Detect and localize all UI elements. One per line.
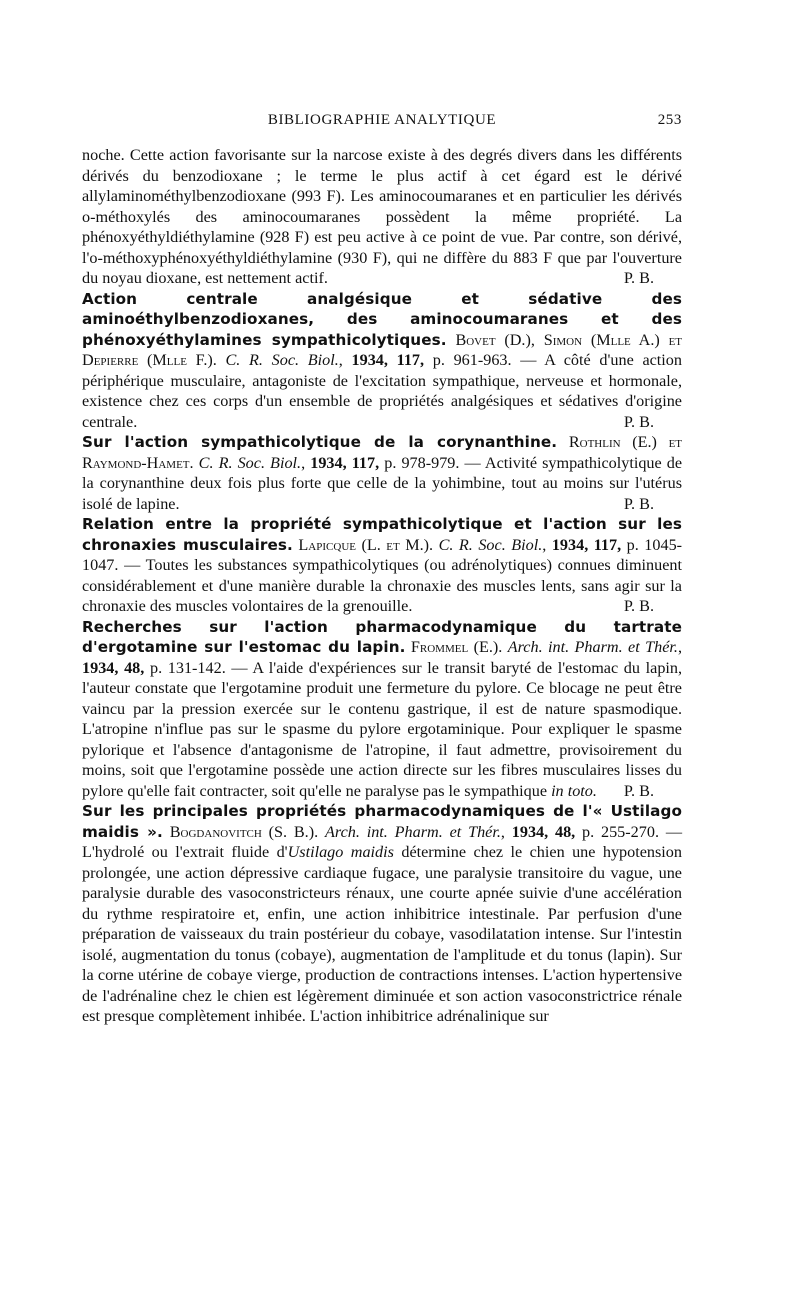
entry-journal: Arch. int. Pharm. et Thér.: [507, 638, 678, 656]
running-title: BIBLIOGRAPHIE ANALYTIQUE: [267, 112, 497, 128]
entry-title: Sur l'action sympathicolytique de la corynanthine.: [82, 433, 558, 451]
entry-continuation: [82, 145, 682, 289]
bibliography-entry: Recherches sur l'action pharmacodynamique du tartrate d'ergotamine sur l'estomac du lapin. Frommel (E.). Arch. int. Pharm. et Thér., 1934, 48, p. 131-142. — A l'aide d'expériences sur le transit baryté de l'estomac du lapin, l'auteur constate que l'ergotamine produit une fermeture du pylore. Ce blocage ne peut être vaincu par la pression exercée sur le contenu gastrique, il est de nature spasmodique. L'atropine n'influe pas sur le spasme du pylore ergotaminique. Pour expliquer le spasme pylorique et l'absence d'antagonisme de l'atropine, il faut admettre, provisoirement du moins, soit que l'ergotamine possède une action directe sur les fibres musculaires lisses du pylore qu'elle fait contracter, soit qu'elle ne paralyse pas le sympathique in toto. P. B.: [82, 617, 683, 800]
entry-volume: 1934, 48,: [82, 658, 145, 677]
entry-authors: Bogdanovitch (S. B.).: [169, 822, 319, 841]
bibliography-entry: Action centrale analgésique et sédative des aminoéthylbenzodioxanes, des aminocoumaranes et des phénoxyéthylamines sympathicolytiques. Bovet (D.), Simon (Mlle A.) et Depierre (Mlle F.). C. R. Soc. Biol., 1934, 117, p. 961-963. — A côté d'une action périphérique musculaire, antagoniste de l'excitation sympathique, nerveuse et hormonale, existence chez ces corps d'un ensemble de propriétés analgésiques et sédatives d'origine centrale. P. B.: [82, 289, 683, 431]
entry-journal: C. R. Soc. Biol.: [225, 351, 339, 369]
entry-journal: C. R. Soc. Biol.: [438, 535, 543, 554]
entry-pages: p. 131-142.: [149, 658, 226, 677]
entry-volume: 1934, 117,: [310, 453, 380, 472]
entry-body-italic: in toto.: [551, 781, 597, 800]
entry-pages: p. 1045-1047.: [82, 535, 683, 574]
bibliography-entry: Sur l'action sympathicolytique de la corynanthine. Rothlin (E.) et Raymond-Hamet. C. R. Soc. Biol., 1934, 117, p. 978-979. — Activité sympathicolytique de la corynanthine deux fois plus forte que celle de la yohimbine, tout au moins sur l'utérus isolé de lapine. P. B.: [82, 433, 683, 513]
entry-authors: Frommel (E.).: [410, 638, 503, 656]
entry-body: — A côté d'une action périphérique musculaire, antagoniste de l'excitation sympathique, nerveuse et hormonale, existence chez ces corps d'un ensemble de propriétés analgésiques et sédatives d'origine centrale.: [82, 351, 682, 431]
entry-volume: 1934, 117,: [351, 351, 425, 369]
entry-title: Recherches sur l'action pharmacodynamique du tartrate d'ergotamine sur l'estomac du lapin.: [82, 617, 682, 656]
entry-pages: p. 255-270.: [582, 822, 659, 841]
entry-title: Relation entre la propriété sympathicolytique et l'action sur les chronaxies musculaires.: [82, 515, 682, 554]
entry-pages: p. 961-963.: [432, 351, 512, 369]
entry-authors: Lapicque (L. et M.).: [298, 535, 434, 554]
entry-body-italic: Ustilago maidis: [287, 843, 394, 861]
bibliography-entry: Relation entre la propriété sympathicolytique et l'action sur les chronaxies musculaires. Lapicque (L. et M.). C. R. Soc. Biol., 1934, 117, p. 1045-1047. — Toutes les substances sympathicolytiques (ou adrénolytiques) connues diminuent considérablement et d'une manière durable la chronaxie des muscles lents, sans agir sur la chronaxie des muscles volontaires de la grenouille. P. B.: [82, 515, 683, 615]
entry-volume: 1934, 48,: [511, 822, 576, 841]
signature: P. B.: [623, 781, 654, 800]
signature: P. B.: [623, 269, 654, 287]
entry-journal: C. R. Soc. Biol.: [198, 453, 302, 472]
entry-title: Action centrale analgésique et sédative des aminoéthylbenzodioxanes, des aminocoumaranes et des phénoxyéthylamines sympathicolytiques.: [82, 289, 682, 349]
entry-journal: Arch. int. Pharm. et Thér.: [324, 822, 501, 841]
signature: P. B.: [623, 412, 654, 431]
signature: P. B.: [623, 494, 654, 513]
bibliography-entry: Sur les principales propriétés pharmacodynamiques de l'« Ustilago maidis ». Bogdanovitch (S. B.). Arch. int. Pharm. et Thér., 1934, 48, p. 255-270. — L'hydrolé ou l'extrait fluide d'Ustilago maidis détermine chez le chien une hypotension prolongée, une action dépressive cardiaque fugace, une paralysie transitoire du vague, une paralysie durable des vasoconstricteurs rénaux, une courte apnée suivie d'une accélération du rythme respiratoire et, enfin, une action inhibitrice intestinale. Par perfusion d'une préparation de vaisseaux du train postérieur du cobaye, vasodilatation intense. Sur l'intestin isolé, augmentation du tonus (cobaye), augmentation de l'amplitude et du tonus (lapin). Sur la corne utérine de cobaye vierge, production de contractions intenses. L'action hypertensive de l'adrénaline chez le chien est légèrement diminuée et son action vasoconstrictrice rénale est presque complètement inhibée. L'action inhibitrice adrénalinique sur: [82, 802, 682, 1025]
entry-body: détermine chez le chien une hypotension prolongée, une action dépressive cardiaque fugace, une paralysie transitoire du vague, une paralysie durable des vasoconstricteurs rénaux, une courte apnée suivie d'une accélération du rythme respiratoire et, enfin, une action inhibitrice intestinale. Par perfusion d'une préparation de vaisseaux du train postérieur du cobaye, vasodilatation intense. Sur l'intestin isolé, augmentation du tonus (cobaye), augmentation de l'amplitude et du tonus (lapin). Sur la corne utérine de cobaye vierge, production de contractions intenses. L'action hypertensive de l'adrénaline chez le chien est légèrement diminuée et son action vasoconstrictrice rénale est presque complètement inhibée. L'action inhibitrice adrénalinique sur: [82, 843, 682, 1025]
signature: P. B.: [623, 597, 654, 615]
entry-title: Sur les principales propriétés pharmacodynamiques de l'« Ustilago maidis ».: [82, 802, 682, 841]
page-body: [82, 145, 682, 1027]
entry-body-lead: — L'hydrolé ou l'extrait fluide d': [82, 822, 682, 861]
entry-body: noche. Cette action favorisante sur la narcose existe à des degrés divers dans les différents dérivés du benzodioxane ; le terme le plus actif à cet égard est le dérivé allylaminométhylbenzodioxane (993 F). Les aminocoumaranes et en particulier les dérivés o-méthoxylés des aminocoumaranes possèdent la même propriété. La phénoxyéthyldiéthylamine (928 F) est peu active à ce point de vue. Par contre, son dérivé, l'o-méthoxyphénoxyéthyldiéthylamine (930 F), qui ne diffère du 883 F que par l'ouverture du noyau dioxane, est nettement actif.: [82, 146, 682, 287]
entry-volume: 1934, 117,: [551, 535, 622, 554]
entry-body: — Toutes les substances sympathicolytiques (ou adrénolytiques) connues diminuent considérablement et d'une manière durable la chronaxie des muscles lents, sans agir sur la chronaxie des muscles volontaires de la grenouille.: [82, 556, 682, 615]
entry-authors: Bovet (D.), Simon (Mlle A.) et Depierre (Mlle F.).: [82, 330, 683, 369]
entry-body: — Activité sympathicolytique de la corynanthine deux fois plus forte que celle de la yohimbine, tout au moins sur l'utérus isolé de lapine.: [82, 453, 683, 513]
entry-pages: p. 978-979.: [384, 453, 460, 472]
page-number: 253: [657, 112, 682, 128]
entry-body: — A l'aide d'expériences sur le transit baryté de l'estomac du lapin, l'auteur constate que l'ergotamine produit une fermeture du pylore. Ce blocage ne peut être vaincu par la pression exercée sur le contenu gastrique, il est de nature spasmodique. L'atropine n'influe pas sur le spasme du pylore ergotaminique. Pour expliquer le spasme pylorique et l'absence d'antagonisme de l'atropine, il faut admettre, provisoirement du moins, soit que l'ergotamine possède une action directe sur les fibres musculaires lisses du pylore qu'elle fait contracter, soit qu'elle ne paralyse pas le sympathique: [82, 658, 683, 800]
entry-authors: Rothlin (E.) et Raymond-Hamet.: [82, 433, 683, 472]
